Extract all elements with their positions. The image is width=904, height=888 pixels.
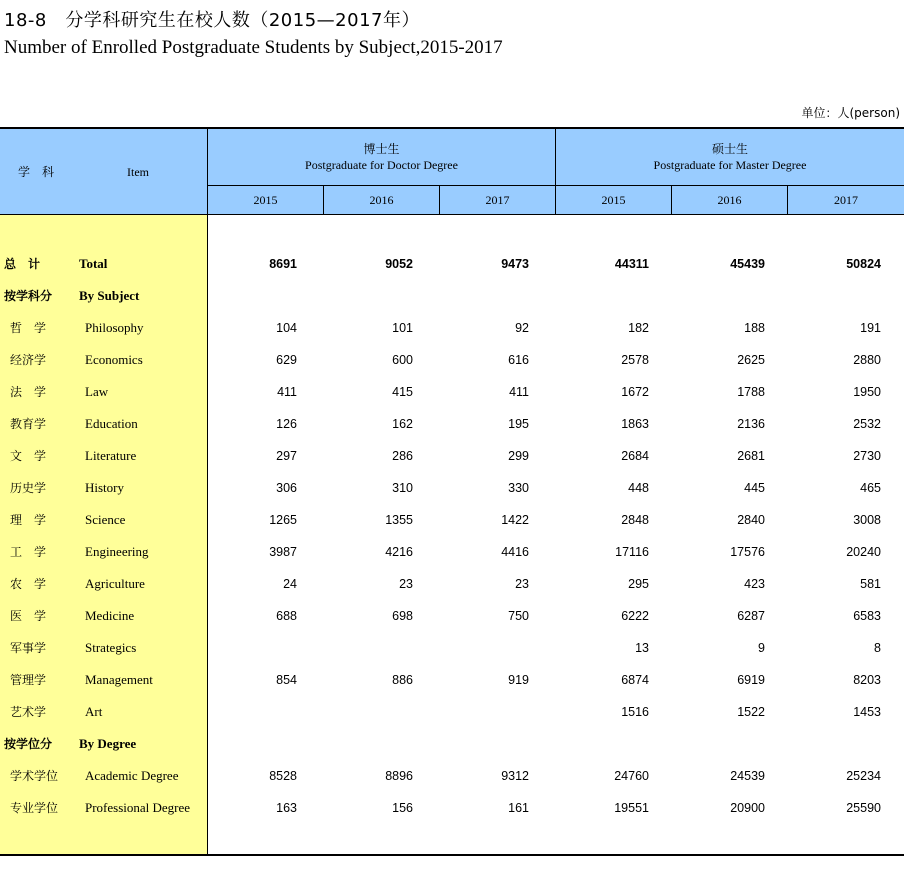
value-cell: 750 bbox=[508, 609, 529, 623]
value-cell: 415 bbox=[392, 385, 413, 399]
table-row bbox=[0, 574, 904, 594]
value-cell: 688 bbox=[276, 609, 297, 623]
value-cell: 23 bbox=[515, 577, 529, 591]
value-cell: 330 bbox=[508, 481, 529, 495]
value-cell: 297 bbox=[276, 449, 297, 463]
row-label-en: Total bbox=[79, 256, 108, 271]
doctor-header-en: Postgraduate for Doctor Degree bbox=[305, 158, 458, 172]
row-label-cn: 历史学 bbox=[10, 481, 47, 495]
value-cell: 1863 bbox=[621, 417, 649, 431]
value-cell: 8896 bbox=[385, 769, 413, 783]
row-label-en: Art bbox=[85, 704, 103, 719]
value-cell: 1950 bbox=[853, 385, 881, 399]
subject-header-cn: 学 科 bbox=[17, 164, 54, 179]
doctor-group-header bbox=[208, 129, 555, 185]
value-cell: 6222 bbox=[621, 609, 649, 623]
value-cell: 9052 bbox=[385, 257, 413, 271]
value-cell: 17116 bbox=[615, 545, 649, 559]
value-cell: 188 bbox=[744, 321, 765, 335]
value-cell: 886 bbox=[392, 673, 413, 687]
value-cell: 8691 bbox=[269, 257, 297, 271]
value-cell: 104 bbox=[276, 321, 297, 335]
value-cell: 25590 bbox=[846, 801, 881, 815]
value-cell: 629 bbox=[276, 353, 297, 367]
value-cell: 1265 bbox=[269, 513, 297, 527]
value-cell: 50824 bbox=[846, 257, 881, 271]
row-label-en: Education bbox=[85, 416, 138, 431]
row-label-cn: 总 计 bbox=[4, 257, 41, 271]
value-cell: 191 bbox=[860, 321, 881, 335]
value-cell: 8203 bbox=[853, 673, 881, 687]
row-label-cn: 管理学 bbox=[10, 673, 47, 687]
value-cell: 24760 bbox=[614, 769, 649, 783]
value-cell: 24539 bbox=[730, 769, 765, 783]
value-cell: 1788 bbox=[737, 385, 765, 399]
master-header-cn: 硕士生 bbox=[711, 142, 748, 156]
value-cell: 161 bbox=[508, 801, 529, 815]
value-cell: 2840 bbox=[737, 513, 765, 527]
table-row bbox=[0, 766, 904, 786]
value-cell: 2880 bbox=[853, 353, 881, 367]
row-label-cn: 经济学 bbox=[10, 353, 47, 367]
value-cell: 310 bbox=[392, 481, 413, 495]
table-row bbox=[0, 734, 904, 754]
value-cell: 2684 bbox=[621, 449, 649, 463]
doctor-header-cn: 博士生 bbox=[363, 142, 400, 156]
item-column-background bbox=[0, 215, 207, 854]
value-cell: 306 bbox=[276, 481, 297, 495]
value-cell: 600 bbox=[392, 353, 413, 367]
table-row bbox=[0, 318, 904, 338]
value-cell: 9 bbox=[758, 641, 765, 655]
row-label-cn: 按学位分 bbox=[4, 737, 53, 751]
row-label-en: History bbox=[85, 480, 124, 495]
table-row bbox=[0, 286, 904, 306]
value-cell: 92 bbox=[515, 321, 529, 335]
row-label-en: Economics bbox=[85, 352, 143, 367]
year-header: 2016 bbox=[369, 192, 394, 207]
value-cell: 24 bbox=[283, 577, 297, 591]
value-cell: 13 bbox=[635, 641, 649, 655]
row-label-cn: 教育学 bbox=[10, 417, 47, 431]
row-label-en: Agriculture bbox=[85, 576, 145, 591]
value-cell: 2136 bbox=[737, 417, 765, 431]
value-cell: 2848 bbox=[621, 513, 649, 527]
value-cell: 2681 bbox=[737, 449, 765, 463]
value-cell: 6919 bbox=[737, 673, 765, 687]
row-label-cn: 艺术学 bbox=[10, 705, 47, 719]
value-cell: 581 bbox=[860, 577, 881, 591]
row-label-en: Literature bbox=[85, 448, 137, 463]
table-row bbox=[0, 478, 904, 498]
value-cell: 1522 bbox=[737, 705, 765, 719]
value-cell: 20900 bbox=[730, 801, 765, 815]
value-cell: 8 bbox=[874, 641, 881, 655]
value-cell: 448 bbox=[628, 481, 649, 495]
row-label-en: Law bbox=[85, 384, 109, 399]
row-label-cn: 军事学 bbox=[10, 641, 47, 655]
year-header: 2016 bbox=[717, 192, 742, 207]
value-cell: 101 bbox=[392, 321, 413, 335]
year-header: 2015 bbox=[601, 192, 626, 207]
value-cell: 9473 bbox=[501, 257, 529, 271]
value-cell: 163 bbox=[276, 801, 297, 815]
value-cell: 286 bbox=[392, 449, 413, 463]
value-cell: 411 bbox=[277, 385, 297, 399]
year-header: 2015 bbox=[253, 192, 278, 207]
row-label-cn: 工 学 bbox=[10, 545, 47, 559]
value-cell: 2532 bbox=[853, 417, 881, 431]
table-row bbox=[0, 414, 904, 434]
value-cell: 6583 bbox=[853, 609, 881, 623]
value-cell: 19551 bbox=[614, 801, 649, 815]
value-cell: 3008 bbox=[853, 513, 881, 527]
row-label-en: Academic Degree bbox=[85, 768, 179, 783]
value-cell: 8528 bbox=[269, 769, 297, 783]
value-cell: 1355 bbox=[385, 513, 413, 527]
value-cell: 299 bbox=[508, 449, 529, 463]
value-cell: 126 bbox=[276, 417, 297, 431]
value-cell: 854 bbox=[276, 673, 297, 687]
value-cell: 423 bbox=[744, 577, 765, 591]
value-cell: 698 bbox=[392, 609, 413, 623]
row-label-cn: 文 学 bbox=[10, 449, 47, 463]
value-cell: 2625 bbox=[737, 353, 765, 367]
row-label-cn: 农 学 bbox=[10, 577, 47, 591]
table-row bbox=[0, 542, 904, 562]
value-cell: 2730 bbox=[853, 449, 881, 463]
header-bottom-rule bbox=[0, 214, 904, 215]
value-cell: 195 bbox=[508, 417, 529, 431]
master-group-header bbox=[556, 129, 904, 185]
value-cell: 4416 bbox=[501, 545, 529, 559]
value-cell: 411 bbox=[509, 385, 529, 399]
value-cell: 45439 bbox=[730, 257, 765, 271]
table-row bbox=[0, 702, 904, 722]
value-cell: 295 bbox=[628, 577, 649, 591]
row-label-en: Strategics bbox=[85, 640, 137, 655]
item-header-en: Item bbox=[127, 164, 149, 179]
table-row bbox=[0, 798, 904, 818]
unit-label: 单位：人(person) bbox=[801, 106, 900, 120]
table-row bbox=[0, 254, 904, 274]
table-row bbox=[0, 446, 904, 466]
value-cell: 25234 bbox=[846, 769, 881, 783]
item-header bbox=[100, 129, 176, 214]
value-cell: 156 bbox=[392, 801, 413, 815]
value-cell: 3987 bbox=[269, 545, 297, 559]
value-cell: 6874 bbox=[621, 673, 649, 687]
value-cell: 919 bbox=[508, 673, 529, 687]
master-header-en: Postgraduate for Master Degree bbox=[653, 158, 807, 172]
value-cell: 1672 bbox=[621, 385, 649, 399]
value-cell: 445 bbox=[744, 481, 765, 495]
row-label-en: Professional Degree bbox=[85, 800, 191, 815]
year-header: 2017 bbox=[834, 192, 858, 207]
value-cell: 17576 bbox=[730, 545, 765, 559]
value-cell: 4216 bbox=[385, 545, 413, 559]
table-row bbox=[0, 606, 904, 626]
page-title-en: Number of Enrolled Postgraduate Students by Subject,2015-2017 bbox=[4, 37, 503, 58]
row-label-cn: 按学科分 bbox=[4, 289, 53, 303]
statistics-table bbox=[0, 127, 904, 856]
table-row bbox=[0, 638, 904, 658]
value-cell: 182 bbox=[628, 321, 649, 335]
row-label-cn: 法 学 bbox=[10, 385, 47, 399]
row-label-en: Management bbox=[85, 672, 153, 687]
row-label-cn: 哲 学 bbox=[10, 321, 47, 335]
row-label-en: Philosophy bbox=[85, 320, 144, 335]
row-label-en: Science bbox=[85, 512, 126, 527]
subject-header bbox=[0, 129, 72, 214]
table-row bbox=[0, 350, 904, 370]
value-cell: 2578 bbox=[621, 353, 649, 367]
value-cell: 9312 bbox=[501, 769, 529, 783]
value-cell: 6287 bbox=[737, 609, 765, 623]
row-label-en: By Degree bbox=[79, 736, 137, 751]
value-cell: 162 bbox=[392, 417, 413, 431]
value-cell: 44311 bbox=[614, 257, 649, 271]
row-label-en: By Subject bbox=[79, 288, 140, 303]
row-label-cn: 专业学位 bbox=[10, 801, 59, 815]
year-header: 2017 bbox=[485, 192, 510, 207]
value-cell: 1422 bbox=[501, 513, 529, 527]
row-label-en: Medicine bbox=[85, 608, 135, 623]
value-cell: 616 bbox=[508, 353, 529, 367]
page-title-cn: 18-8 分学科研究生在校人数（2015—2017年） bbox=[4, 10, 420, 31]
row-label-en: Engineering bbox=[85, 544, 149, 559]
value-cell: 465 bbox=[860, 481, 881, 495]
row-label-cn: 医 学 bbox=[10, 609, 47, 623]
value-cell: 1453 bbox=[853, 705, 881, 719]
value-cell: 23 bbox=[399, 577, 413, 591]
table-row bbox=[0, 510, 904, 530]
table-row bbox=[0, 382, 904, 402]
value-cell: 1516 bbox=[621, 705, 649, 719]
row-label-cn: 理 学 bbox=[10, 513, 47, 527]
row-label-cn: 学术学位 bbox=[10, 769, 59, 783]
table-bottom-rule bbox=[0, 854, 904, 856]
value-cell: 20240 bbox=[846, 545, 881, 559]
table-row bbox=[0, 670, 904, 690]
